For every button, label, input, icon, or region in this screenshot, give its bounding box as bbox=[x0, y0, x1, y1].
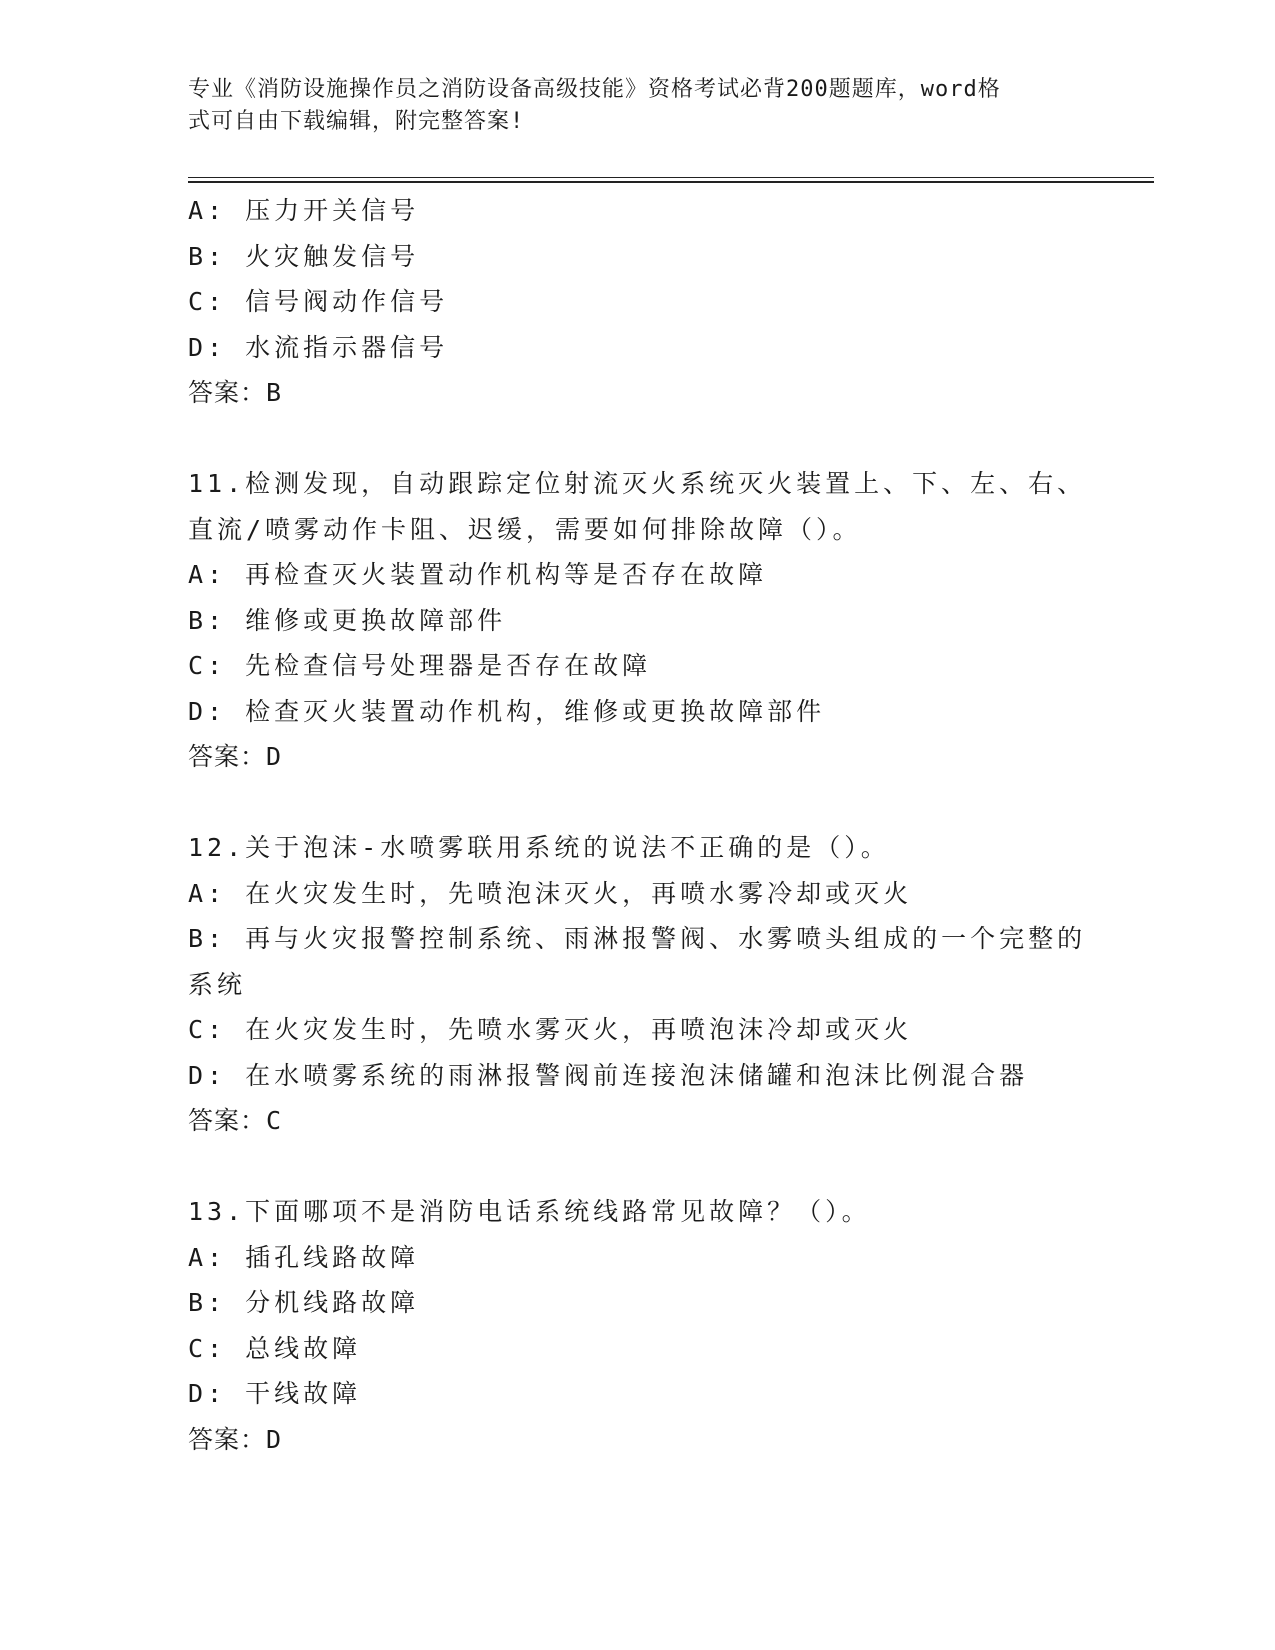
answer-line: 答案：D bbox=[188, 742, 283, 771]
answer-line: 答案：D bbox=[188, 1424, 283, 1454]
option-c: C: 信号阀动作信号 bbox=[188, 287, 449, 316]
option-d: D: 干线故障 bbox=[188, 1379, 362, 1408]
document-header bbox=[188, 74, 1068, 138]
question-stem-line-1: 11.检测发现，自动跟踪定位射流灭火系统灭火装置上、下、左、右、 bbox=[188, 469, 1087, 498]
spacer bbox=[188, 416, 1078, 462]
question-stem: 13.下面哪项不是消防电话系统线路常见故障？（）。 bbox=[188, 1197, 871, 1226]
answer-line: 答案：C bbox=[188, 1106, 283, 1135]
answer-line: 答案：B bbox=[188, 378, 283, 407]
option-c: C: 总线故障 bbox=[188, 1333, 362, 1363]
spacer bbox=[188, 1144, 1078, 1190]
option-a: A: 在火灾发生时，先喷泡沫灭火，再喷水雾冷却或灭火 bbox=[188, 878, 913, 908]
option-b: B: 分机线路故障 bbox=[188, 1288, 420, 1317]
question-13-block bbox=[188, 1189, 1078, 1462]
option-a: A: 再检查灭火装置动作机构等是否存在故障 bbox=[188, 560, 768, 589]
header-line-1: 专业《消防设施操作员之消防设备高级技能》资格考试必背200题题库，word格 bbox=[188, 77, 1001, 102]
question-12-block bbox=[188, 825, 1087, 1144]
header-divider-thin bbox=[188, 177, 1154, 178]
option-b-line-1: B: 再与火灾报警控制系统、雨淋报警阀、水雾喷头组成的一个完整的 bbox=[188, 924, 1087, 953]
header-divider-thick bbox=[188, 181, 1154, 183]
option-c: C: 在火灾发生时，先喷水雾灭火，再喷泡沫冷却或灭火 bbox=[188, 1015, 913, 1044]
option-b: B: 火灾触发信号 bbox=[188, 241, 420, 271]
question-list bbox=[188, 188, 1087, 1462]
option-c: C: 先检查信号处理器是否存在故障 bbox=[188, 651, 652, 680]
question-10-block bbox=[188, 188, 1078, 416]
spacer bbox=[188, 780, 1078, 826]
question-11-block bbox=[188, 461, 1087, 780]
option-b: B: 维修或更换故障部件 bbox=[188, 605, 507, 635]
option-a: A: 压力开关信号 bbox=[188, 196, 420, 225]
option-a: A: 插孔线路故障 bbox=[188, 1242, 420, 1272]
option-d: D: 检查灭火装置动作机构，维修或更换故障部件 bbox=[188, 696, 826, 726]
header-line-2: 式可自由下载编辑，附完整答案! bbox=[188, 109, 525, 134]
question-stem: 12.关于泡沫-水喷雾联用系统的说法不正确的是（）。 bbox=[188, 833, 890, 862]
option-d: D: 在水喷雾系统的雨淋报警阀前连接泡沫储罐和泡沫比例混合器 bbox=[188, 1060, 1029, 1090]
option-b-line-2: 系统 bbox=[188, 969, 247, 999]
option-d: D: 水流指示器信号 bbox=[188, 332, 449, 362]
question-stem-line-2: 直流/喷雾动作卡阻、迟缓，需要如何排除故障（）。 bbox=[188, 514, 862, 544]
